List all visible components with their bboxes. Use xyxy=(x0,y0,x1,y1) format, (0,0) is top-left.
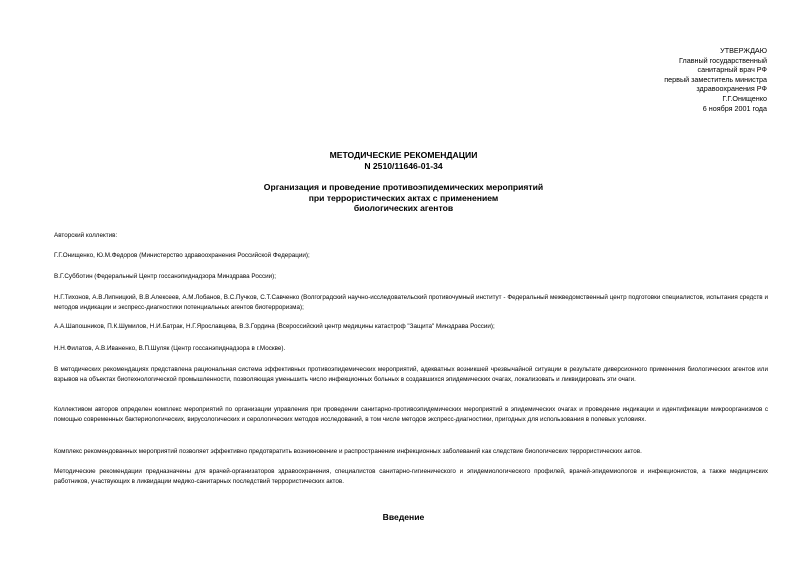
authors-group: В.Г.Субботин (Федеральный Центр госсанэпиднадзора Минздрава России); xyxy=(54,273,277,280)
authors-group: А.А.Шапошников, П.К.Шумилов, Н.И.Батрак, Н.Г.Ярославцева, В.З.Гордина (Всероссийский центр медицины катастроф "Защита" Минздрава России); xyxy=(54,323,495,330)
authors-heading: Авторский коллектив: xyxy=(54,232,118,239)
body-paragraph: Коллективом авторов определен комплекс мероприятий по организации управления при проведении санитарно-противоэпидемических мероприятий в эпидемических очагах и проведение индикации и идентификации микроорганизмов с помощью современных бактериологических, вирусологических и серологических методов исследований, в том числе методов экспресс-диагностики, пригодных для использования в полевых условиях. xyxy=(54,406,768,423)
document-title-line: Организация и проведение противоэпидемических мероприятий xyxy=(263,182,544,192)
approval-line: Г.Г.Онищенко xyxy=(722,93,767,103)
approval-line: санитарный врач РФ xyxy=(697,65,767,75)
approval-line: 6 ноября 2001 года xyxy=(702,103,767,113)
approval-line: первый заместитель министра xyxy=(664,74,767,84)
authors-group: Н.Г.Тихонов, А.В.Липницкий, В.В.Алексеев, А.М.Лобанов, В.С.Пучков, С.Т.Савченко (Волгоградский научно-исследовательский противочумный институт - Федеральный межведомственный центр подготовки специалистов, испытания средств и методов индикации и экспресс-диагностики потенциальных агентов биотерроризма); xyxy=(54,294,768,311)
approval-line: УТВЕРЖДАЮ xyxy=(720,46,767,55)
approval-line: здравоохранения РФ xyxy=(696,84,767,94)
approval-block xyxy=(547,46,767,113)
document-type xyxy=(0,150,807,171)
body-paragraph: Комплекс рекомендованных мероприятий позволяет эффективно предотвратить возникновение и распространение инфекционных заболеваний как следствие биологических террористических актов. xyxy=(54,448,642,455)
authors-group: Г.Г.Онищенко, Ю.М.Федоров (Министерство здравоохранения Российской Федерации); xyxy=(54,252,310,259)
document-number: N 2510/11646-01-34 xyxy=(364,160,443,171)
body-paragraph: Методические рекомендации предназначены для врачей-организаторов здравоохранения, специалистов санитарно-гигиенического и эпидемиологического профилей, врачей-эпидемиологов и инфекционистов, а также медицинских работников, участвующих в ликвидации медико-санитарных последствий террористических актов. xyxy=(54,468,768,485)
body-paragraph: В методических рекомендациях представлена рациональная система эффективных противоэпидемических мероприятий, адекватных возникшей чрезвычайной ситуации в результате диверсионного применения биологических агентов или взрывов на объектах биотехнологической промышленности, позволяющая уменьшить число инфекционных больных в создавшихся эпидемических очагах, локализовать и ликвидировать эти очаги. xyxy=(54,366,768,383)
document-title-line: при террористических актах с применением xyxy=(308,192,499,203)
approval-line: Главный государственный xyxy=(679,55,767,65)
document-title xyxy=(0,182,807,214)
authors-group: Н.Н.Филатов, А.В.Иваненко, В.П.Шуляк (Центр госсанэпиднадзора в г.Москве). xyxy=(54,345,286,352)
document-type-label: МЕТОДИЧЕСКИЕ РЕКОМЕНДАЦИИ xyxy=(329,150,478,160)
section-heading: Введение xyxy=(382,512,425,522)
document-title-line: биологических агентов xyxy=(353,203,454,214)
